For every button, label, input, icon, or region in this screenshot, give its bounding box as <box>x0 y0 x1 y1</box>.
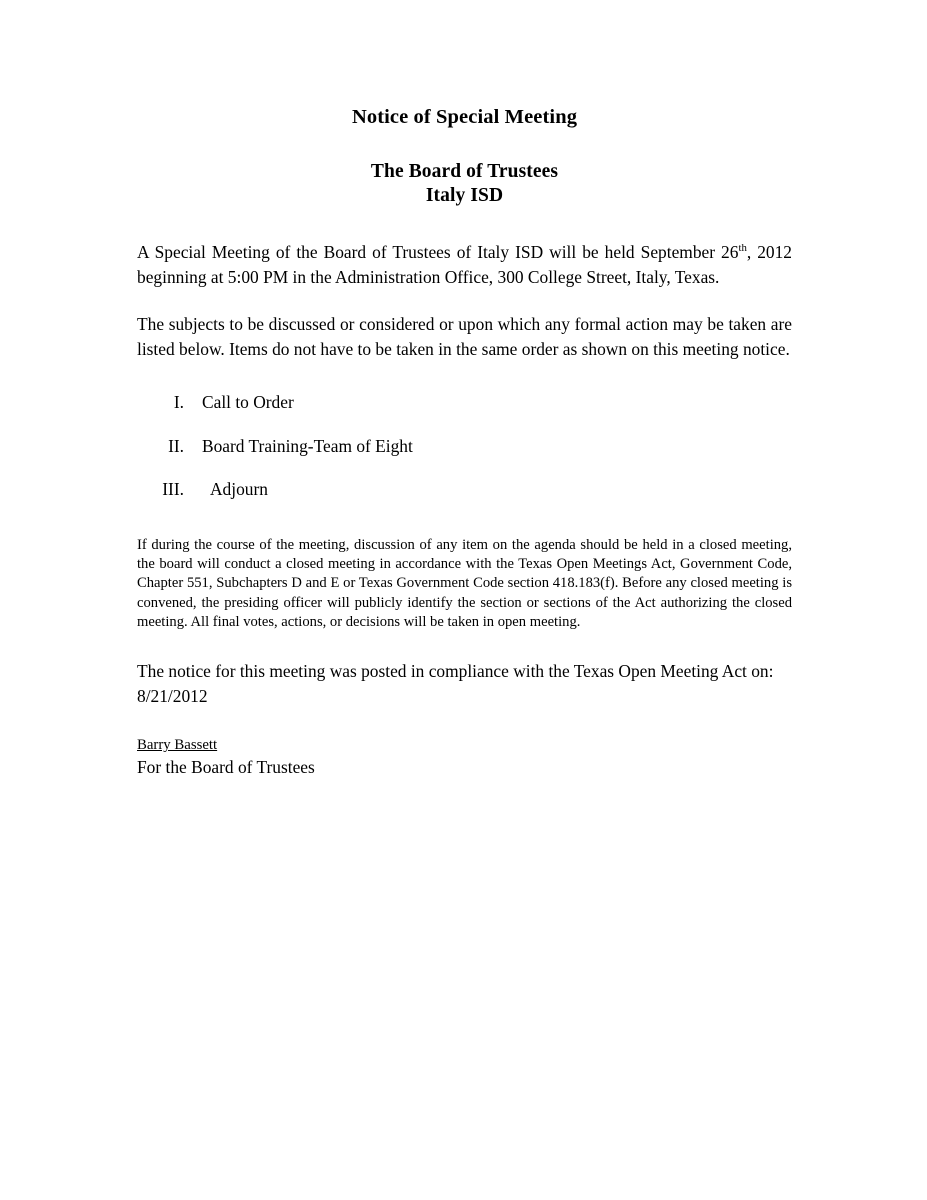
closed-meeting-notice-paragraph: If during the course of the meeting, discussion of any item on the agenda should be held in a closed meeting, the board will conduct a closed meeting in accordance with the Texas Open Meetings Act, Government Code, Chapter 551, Subchapters D and E or Texas Government Code section 418.183(f). Before any closed meeting is convened, the presiding officer will publicly identify the section or sections of the Act authorizing the closed meeting. All final votes, actions, or decisions will be taken in open meeting. <box>137 536 792 630</box>
agenda-item-label: Adjourn <box>210 479 268 500</box>
agenda-item <box>137 435 792 458</box>
meeting-details-paragraph <box>137 240 792 289</box>
agenda-list <box>137 391 792 501</box>
signature-name: Barry Bassett <box>137 737 218 754</box>
agenda-item <box>137 391 792 414</box>
agenda-item-numeral: II. <box>168 435 184 456</box>
document-title: Notice of Special Meeting <box>351 106 578 128</box>
document-content <box>137 0 792 778</box>
signature-block <box>137 736 792 778</box>
subjects-paragraph: The subjects to be discussed or considered or upon which any formal action may be taken are listed below. Items do not have to be taken in the same order as shown on this meeting notice. <box>137 314 792 359</box>
meeting-details-text-before-ordinal: A Special Meeting of the Board of Trustees of Italy ISD will be held September 26 <box>137 242 739 263</box>
agenda-item-label: Call to Order <box>202 392 294 413</box>
signature-role: For the Board of Trustees <box>137 756 315 777</box>
agenda-item <box>137 478 792 501</box>
agenda-item-numeral: III. <box>162 479 184 500</box>
ordinal-suffix: th <box>738 242 747 255</box>
posting-compliance-paragraph: The notice for this meeting was posted in compliance with the Texas Open Meeting Act on: 8/21/2012 <box>137 661 774 706</box>
meeting-details-text-after-ordinal: , 2012 beginning at 5:00 PM in the Administration Office, 300 College Street, Italy, Texas. <box>137 242 792 287</box>
title-block <box>137 106 792 129</box>
district-name-heading: Italy ISD <box>425 185 504 207</box>
board-name-heading: The Board of Trustees <box>370 160 559 182</box>
subtitle-block <box>137 160 792 208</box>
agenda-item-label: Board Training-Team of Eight <box>202 435 413 456</box>
agenda-item-numeral: I. <box>173 392 184 413</box>
